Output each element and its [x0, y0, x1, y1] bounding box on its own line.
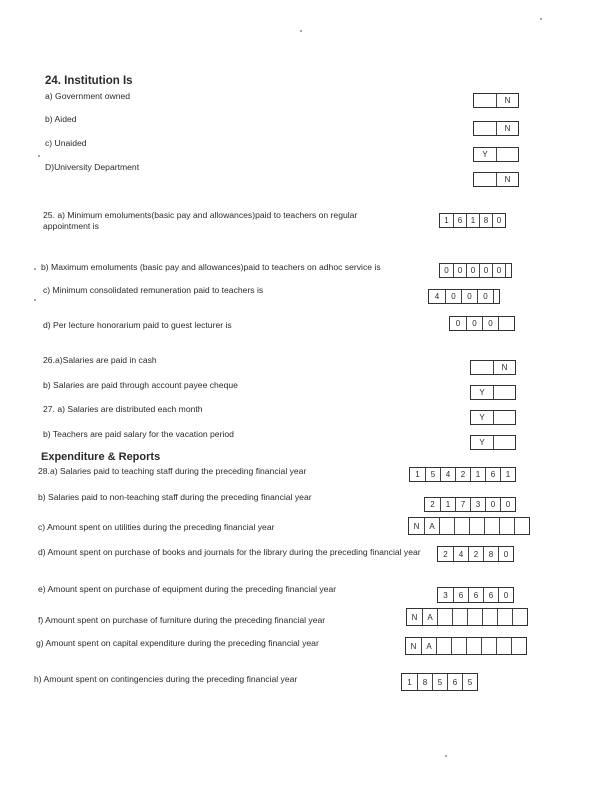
scan-speck [38, 155, 40, 157]
q25a-label: 25. a) Minimum emoluments(basic pay and allowances)paid to teachers on regular appointment is [43, 210, 358, 231]
digit-cell[interactable] [482, 609, 497, 625]
digit-cell[interactable] [511, 638, 526, 654]
digit-cell[interactable] [496, 638, 511, 654]
q28h-value-box[interactable] [401, 673, 478, 691]
q24a-label: a) Government owned [45, 91, 131, 101]
digit-cell[interactable]: 0 [498, 588, 513, 602]
q28h-label: h) Amount spent on contingencies during the preceding financial year [34, 674, 298, 684]
q28d-value-box[interactable] [437, 546, 514, 562]
digit-cell[interactable]: 5 [462, 674, 477, 690]
digit-cell[interactable]: 2 [455, 468, 470, 481]
digit-cell[interactable]: 6 [485, 468, 500, 481]
answer-cell[interactable]: Y [479, 438, 485, 447]
digit-cell[interactable]: 0 [500, 498, 515, 511]
digit-cell[interactable] [512, 609, 527, 625]
digit-cell[interactable]: 1 [500, 468, 515, 481]
q27a-answer-box[interactable] [470, 410, 516, 425]
answer-cell[interactable]: N [496, 122, 518, 135]
scan-speck [34, 268, 36, 270]
q25b-value-box[interactable] [439, 263, 512, 278]
q26b-answer-box[interactable] [470, 385, 516, 400]
digit-cell [493, 290, 499, 303]
answer-cell[interactable] [474, 122, 496, 135]
q25c-value-box[interactable] [428, 289, 500, 304]
digit-cell[interactable] [484, 518, 499, 534]
digit-cell[interactable] [514, 518, 529, 534]
q25a-value-box[interactable] [439, 213, 506, 228]
q27a-label: 27. a) Salaries are distributed each month [43, 404, 203, 414]
q27b-answer-box[interactable] [470, 435, 516, 450]
q28g-value-box[interactable] [405, 637, 527, 655]
digit-cell[interactable]: 0 [466, 264, 479, 277]
q24b-label: b) Aided [45, 114, 77, 124]
digit-cell[interactable] [454, 518, 469, 534]
digit-cell[interactable] [499, 518, 514, 534]
q25d-value-box[interactable] [449, 316, 515, 331]
digit-cell[interactable]: 1 [407, 677, 412, 687]
scan-speck [34, 299, 36, 301]
answer-cell[interactable] [471, 361, 493, 374]
digit-cell[interactable]: 7 [455, 498, 470, 511]
digit-cell[interactable]: 0 [453, 264, 466, 277]
digit-cell[interactable]: 1 [444, 216, 449, 225]
digit-cell[interactable] [436, 638, 451, 654]
digit-cell[interactable]: N [413, 521, 420, 531]
digit-cell[interactable]: 6 [453, 588, 468, 602]
q28c-label: c) Amount spent on utilities during the preceding financial year [38, 522, 275, 532]
scan-speck [540, 18, 542, 20]
digit-cell[interactable]: 8 [417, 674, 432, 690]
digit-cell[interactable] [481, 638, 496, 654]
answer-cell[interactable]: N [496, 173, 518, 186]
digit-cell[interactable]: 5 [432, 674, 447, 690]
q25c-label: c) Minimum consolidated remuneration paid to teachers is [43, 285, 264, 295]
digit-cell[interactable]: N [410, 641, 417, 651]
q24c-label: c) Unaided [45, 138, 87, 148]
answer-cell[interactable] [474, 173, 496, 186]
q28e-label: e) Amount spent on purchase of equipment during the preceding financial year [38, 584, 337, 594]
q24c-answer-box[interactable] [473, 147, 519, 162]
digit-cell[interactable]: 6 [468, 588, 483, 602]
q28b-value-box[interactable] [424, 497, 516, 512]
digit-cell[interactable]: 0 [445, 290, 461, 303]
q26a-label: 26.a)Salaries are paid in cash [43, 355, 157, 365]
digit-cell[interactable]: 4 [453, 547, 468, 561]
answer-cell[interactable] [496, 148, 518, 161]
q27b-label: b) Teachers are paid salary for the vacation period [43, 429, 234, 439]
digit-cell[interactable]: 0 [482, 317, 498, 330]
q28a-label: 28.a) Salaries paid to teaching staff during the preceding financial year [38, 466, 307, 476]
q25b-label: b) Maximum emoluments (basic pay and allowances)paid to teachers on adhoc service is [41, 262, 381, 272]
digit-cell[interactable]: A [424, 518, 439, 534]
digit-cell[interactable]: 6 [483, 588, 498, 602]
q25d-label: d) Per lecture honorarium paid to guest lecturer is [43, 320, 232, 330]
q28f-label: f) Amount spent on purchase of furniture during the preceding financial year [38, 615, 326, 625]
q28f-value-box[interactable] [406, 608, 528, 626]
digit-cell[interactable]: 0 [461, 290, 477, 303]
digit-cell [505, 264, 511, 277]
q28d-label: d) Amount spent on purchase of books and journals for the library during the preceding financial year [38, 547, 421, 557]
digit-cell[interactable] [452, 609, 467, 625]
answer-cell[interactable] [493, 386, 515, 399]
digit-cell[interactable]: 0 [498, 547, 513, 561]
digit-cell[interactable]: 1 [470, 468, 485, 481]
q24a-answer-box[interactable] [473, 93, 519, 108]
digit-cell[interactable] [439, 518, 454, 534]
digit-cell [498, 317, 514, 330]
digit-cell[interactable] [467, 609, 482, 625]
digit-cell[interactable]: 2 [430, 500, 435, 509]
digit-cell[interactable]: 3 [470, 498, 485, 511]
digit-cell[interactable]: N [411, 612, 418, 622]
q28g-label: g) Amount spent on capital expenditure during the preceding financial year [36, 638, 319, 648]
digit-cell[interactable]: 0 [492, 264, 505, 277]
answer-cell[interactable] [493, 411, 515, 424]
q28c-value-box[interactable] [408, 517, 530, 535]
digit-cell[interactable] [469, 518, 484, 534]
digit-cell[interactable]: 0 [466, 317, 482, 330]
digit-cell[interactable]: A [421, 638, 436, 654]
digit-cell[interactable]: 2 [468, 547, 483, 561]
digit-cell[interactable]: 0 [492, 214, 505, 227]
q24b-answer-box[interactable] [473, 121, 519, 136]
q28a-value-box[interactable] [409, 467, 516, 482]
digit-cell[interactable]: 1 [440, 498, 455, 511]
digit-cell[interactable] [437, 609, 452, 625]
digit-cell[interactable]: 1 [466, 214, 479, 227]
digit-cell[interactable]: 5 [425, 468, 440, 481]
digit-cell[interactable] [466, 638, 481, 654]
q28e-value-box[interactable] [437, 587, 514, 603]
answer-cell[interactable] [474, 94, 496, 107]
section-24-title: 24. Institution Is [45, 75, 133, 87]
digit-cell[interactable]: 2 [443, 549, 448, 559]
q24d-label: D)University Department [45, 162, 140, 172]
answer-cell[interactable]: Y [482, 150, 488, 159]
answer-cell[interactable]: N [493, 361, 515, 374]
digit-cell[interactable]: A [422, 609, 437, 625]
digit-cell[interactable]: 0 [477, 290, 493, 303]
digit-cell[interactable]: 4 [440, 468, 455, 481]
digit-cell[interactable] [451, 638, 466, 654]
digit-cell[interactable]: 6 [453, 214, 466, 227]
digit-cell[interactable]: 0 [485, 498, 500, 511]
q24d-answer-box[interactable] [473, 172, 519, 187]
answer-cell[interactable]: N [496, 94, 518, 107]
scan-speck [445, 755, 447, 757]
answer-cell[interactable] [493, 436, 515, 449]
digit-cell[interactable]: 0 [455, 319, 461, 328]
section-28-title: Expenditure & Reports [41, 451, 161, 463]
digit-cell[interactable]: 8 [479, 214, 492, 227]
digit-cell[interactable] [497, 609, 512, 625]
q26b-label: b) Salaries are paid through account payee cheque [43, 380, 238, 390]
digit-cell[interactable]: 0 [444, 266, 449, 275]
digit-cell[interactable]: 0 [479, 264, 492, 277]
digit-cell[interactable]: 4 [434, 292, 440, 301]
q26a-answer-box[interactable] [470, 360, 516, 375]
digit-cell[interactable]: 3 [443, 590, 448, 600]
digit-cell[interactable]: 8 [483, 547, 498, 561]
q28b-label: b) Salaries paid to non-teaching staff during the preceding financial year [38, 492, 312, 502]
answer-cell[interactable]: Y [479, 388, 485, 397]
digit-cell[interactable]: 6 [447, 674, 462, 690]
digit-cell[interactable]: 1 [415, 470, 420, 479]
answer-cell[interactable]: Y [479, 413, 485, 422]
scan-speck [300, 30, 302, 32]
